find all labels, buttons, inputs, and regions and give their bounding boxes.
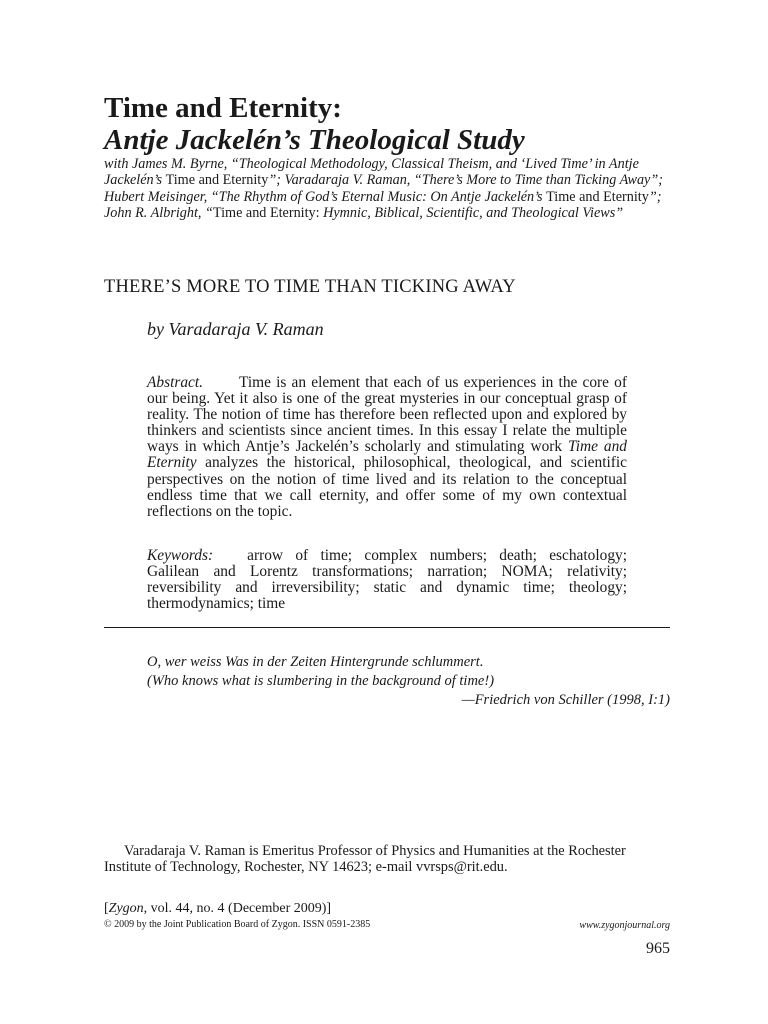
book-title-ref: Time and Eternity	[546, 188, 649, 205]
section-divider	[104, 627, 670, 628]
epigraph	[147, 653, 670, 710]
keywords-text: arrow of time; complex numbers; death; eschatology; Galilean and Lorentz transformations; narration; NOMA; relativity; reversibility and irreversibility; static and dynamic time; theology; thermodynamics; time	[147, 547, 627, 613]
abstract-text: analyzes the historical, philosophical, theological, and scientific perspectives on the notion of time lived and its relation to the conceptual endless time that we call eternity, and offer some of my own contextual reflections on the topic.	[147, 454, 627, 520]
journal-website: www.zygonjournal.org	[579, 920, 670, 931]
epigraph-line: O, wer weiss Was in der Zeiten Hintergrunde schlummert.	[147, 654, 484, 670]
book-title-ref: Time and Eternity	[165, 172, 269, 189]
keywords	[147, 548, 627, 612]
article-title: THERE’S MORE TO TIME THAN TICKING AWAY	[104, 277, 516, 297]
epigraph-attribution: —Friedrich von Schiller (1998, I:1)	[461, 692, 670, 708]
abstract	[147, 375, 627, 520]
journal-name: Zygon	[108, 901, 144, 916]
contributors-list	[104, 156, 674, 221]
copyright-notice: © 2009 by the Joint Publication Board of Zygon. ISSN 0591-2385	[104, 919, 371, 930]
symposium-title-line1: Time and Eternity:	[104, 92, 342, 124]
symposium-title-line2: Antje Jackelén’s Theological Study	[104, 124, 525, 156]
contributors-part: ”; John R. Albright, “	[104, 188, 662, 221]
citation-details: , vol. 44, no. 4 (December 2009)]	[143, 901, 332, 916]
abstract-label: Abstract.	[147, 374, 204, 391]
keywords-label: Keywords:	[147, 547, 214, 564]
journal-citation	[104, 901, 670, 917]
abstract-text: Time is an element that each of us experiences in the core of our being. Yet it also is one of the great mysteries in our conceptual grasp of reality. The notion of time has therefore been reflected upon and explored by thinkers and scientists since ancient times. In this essay I relate the multiple ways in which Antje’s Jackelén’s scholarly and stimulating work	[147, 374, 627, 456]
author-byline: by Varadaraja V. Raman	[147, 319, 324, 339]
contributors-part: ”; Varadaraja V. Raman, “There’s More to Time than Ticking Away”; Hubert Meisinger, “The Rhythm of God’s Eternal Music: On Antje Jackelén’s	[104, 172, 663, 205]
page-number: 965	[646, 940, 670, 957]
citation-bracket: [	[104, 901, 109, 916]
book-title-ref: Time and Eternity:	[212, 204, 324, 221]
contributors-part: Hymnic, Biblical, Scientific, and Theological Views”	[323, 204, 624, 221]
author-note: Varadaraja V. Raman is Emeritus Professor of Physics and Humanities at the Rochester Institute of Technology, Rochester, NY 14623; e-mail vvrsps@rit.edu.	[104, 843, 626, 875]
symposium-title	[104, 92, 674, 156]
contributors-part: with James M. Byrne, “Theological Methodology, Classical Theism, and ‘Lived Time’ in Antje Jackelén’s	[104, 156, 639, 189]
abstract-book-title: Time and Eternity	[147, 438, 627, 472]
epigraph-line: (Who knows what is slumbering in the background of time!)	[147, 673, 495, 689]
